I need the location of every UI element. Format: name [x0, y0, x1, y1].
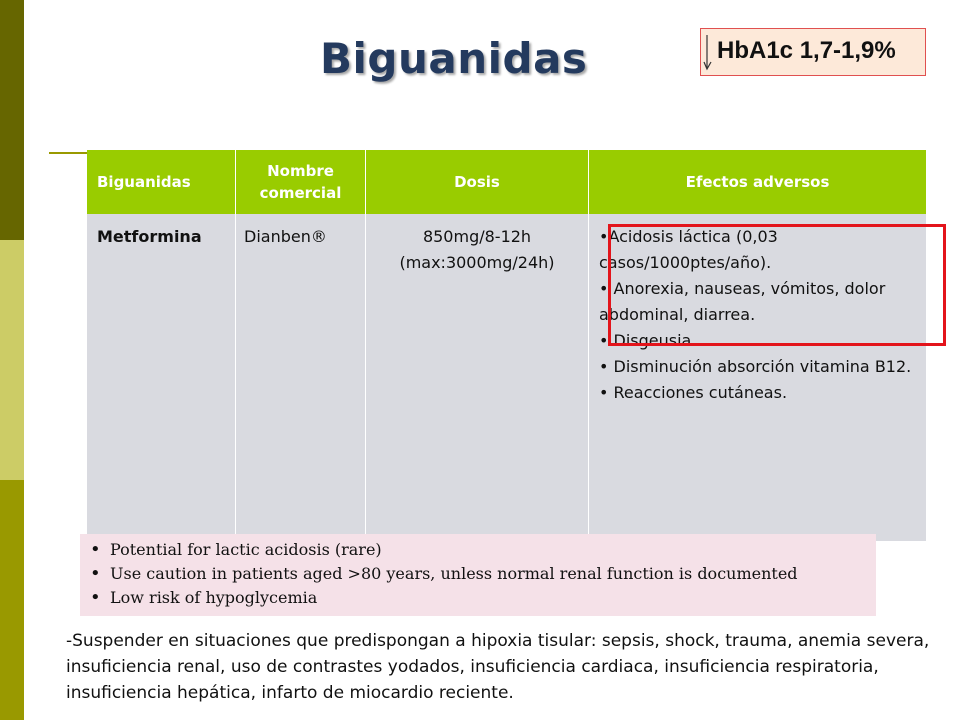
- decorative-line: [49, 152, 87, 154]
- bullet-icon: •: [90, 539, 101, 560]
- dose-line-2: (max:3000mg/24h): [399, 253, 555, 272]
- effect-item: • Reacciones cutáneas.: [599, 383, 788, 402]
- header-nombre-comercial: Nombre comercial: [236, 150, 366, 214]
- english-notes-list: [80, 534, 876, 610]
- header-biguanidas: Biguanidas: [87, 150, 236, 214]
- side-bar-segment-top: [0, 0, 24, 240]
- note-item: [90, 538, 876, 562]
- header-efectos-adversos: Efectos adversos: [589, 150, 927, 214]
- note-item: [90, 562, 876, 586]
- english-notes-box: [80, 534, 876, 616]
- hba1c-callout: [700, 28, 926, 76]
- header-dosis: Dosis: [366, 150, 589, 214]
- down-arrow-icon: [703, 35, 713, 71]
- effect-item: • Disgeusia.: [599, 331, 697, 350]
- effect-item: • Anorexia, nauseas, vómitos, dolor abdominal, diarrea.: [599, 279, 886, 324]
- note-text: Low risk of hypoglycemia: [110, 588, 318, 607]
- side-bar-segment-bottom: [0, 480, 24, 720]
- hba1c-label: HbA1c 1,7-1,9%: [717, 37, 896, 64]
- note-item: [90, 586, 876, 610]
- side-accent-bar: [0, 0, 24, 720]
- effect-item: •Acidosis láctica (0,03 casos/1000ptes/año).: [599, 227, 778, 272]
- cell-drug: Metformina: [87, 214, 236, 541]
- side-bar-segment-middle: [0, 240, 24, 480]
- slide-title: Biguanidas: [320, 34, 588, 83]
- footer-note: -Suspender en situaciones que predispongan a hipoxia tisular: sepsis, shock, trauma, anemia severa, insuficiencia renal, uso de contrastes yodados, insuficiencia cardiaca, insuficiencia respiratoria, insuficiencia hepática, infarto de miocardio reciente.: [66, 631, 930, 703]
- effect-item: • Disminución absorción vitamina B12.: [599, 357, 912, 376]
- dose-line-1: 850mg/8-12h: [422, 227, 532, 246]
- bullet-icon: •: [90, 563, 101, 584]
- note-text: Potential for lactic acidosis (rare): [110, 540, 382, 559]
- note-text: Use caution in patients aged >80 years, unless normal renal function is documented: [110, 564, 798, 583]
- bullet-icon: •: [90, 587, 101, 608]
- cell-dose: [366, 214, 589, 541]
- highlight-box: [608, 224, 946, 346]
- cell-brand: Dianben®: [236, 214, 366, 541]
- table-header-row: [87, 150, 927, 214]
